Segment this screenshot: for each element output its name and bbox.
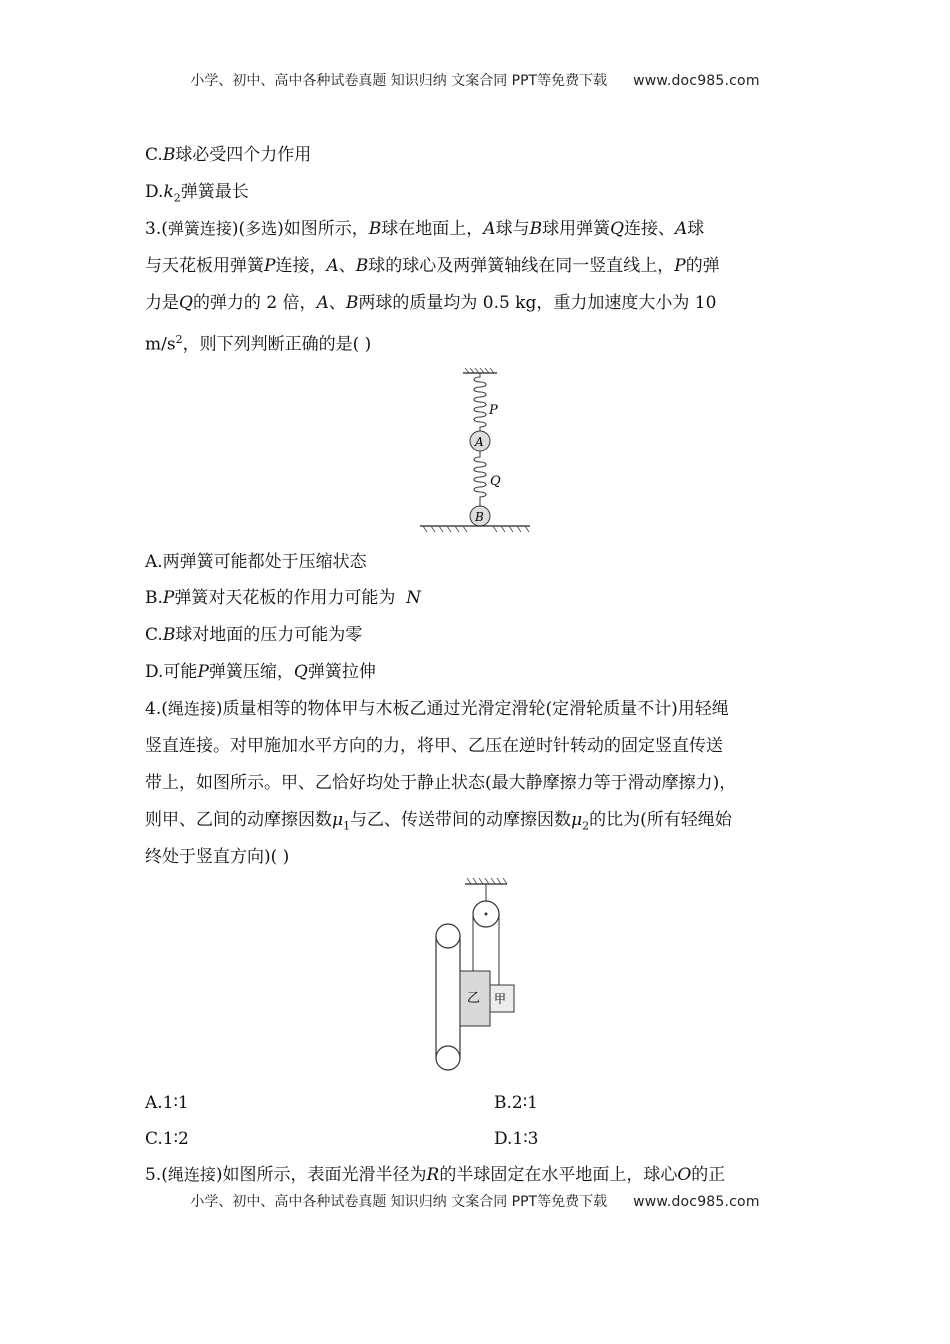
page-header (0, 70, 950, 90)
q5-tag: 绳连接 (167, 1165, 216, 1184)
label-yi: 乙 (467, 991, 481, 1006)
pulley-axle (485, 913, 488, 916)
label-a: A (475, 435, 484, 449)
ceiling-hatch (467, 878, 507, 884)
q3-tag: 弹簧连接 (167, 219, 232, 238)
q4-tag: 绳连接 (167, 699, 216, 718)
label-p: P (489, 403, 498, 418)
footer-text: 小学、初中、高中各种试卷真题 知识归纳 文案合同 PPT等免费下载 (190, 1194, 608, 1210)
q4-option-a: A.1∶1 (145, 1093, 189, 1113)
q3-spring-figure (415, 365, 535, 535)
q4-stem-line-1: 4.(绳连接)质量相等的物体甲与木板乙通过光滑定滑轮(定滑轮质量不计)用轻绳 (145, 699, 729, 719)
q2-option-d: $D.k_2$弹簧最长 (145, 182, 249, 205)
belt-bottom-roller (436, 1046, 460, 1070)
spring-q (474, 451, 486, 507)
label-q: Q (490, 474, 501, 489)
q3-option-b: B.P弹簧对天花板的作用力可能为 N (145, 588, 422, 608)
page-footer (0, 1191, 950, 1211)
q3-option-d: D.可能P弹簧压缩，Q弹簧拉伸 (145, 662, 376, 682)
header-url: www.doc985.com (633, 73, 760, 89)
q3-stem-line-4: $m/s^2$，则下列判断正确的是( ) (145, 333, 372, 355)
q4-stem-line-2: 竖直连接。对甲施加水平方向的力，将甲、乙压在逆时针转动的固定竖直传送 (145, 736, 723, 756)
q5-stem-line-1: 5.(绳连接)如图所示，表面光滑半径为R的半球固定在水平地面上，球心O的正 (145, 1165, 726, 1185)
ground-hatch (423, 526, 529, 532)
belt-top-roller (436, 924, 460, 948)
q4-option-c: C.1∶2 (145, 1129, 189, 1149)
q4-stem-line-3: 带上，如图所示。甲、乙恰好均处于静止状态(最大静摩擦力等于滑动摩擦力)， (145, 773, 737, 793)
q4-stem-line-5: 终处于竖直方向)( ) (145, 847, 290, 867)
q4-pulley-figure (425, 876, 520, 1076)
q3-stem-line-2: 与天花板用弹簧P连接，A、B球的球心及两弹簧轴线在同一竖直线上，P的弹 (145, 256, 720, 276)
label-b: B (475, 510, 484, 524)
spring-p (474, 373, 486, 431)
ceiling-hatch (465, 368, 494, 373)
q3-stem-line-3: 力是Q的弹力的 2 倍，A、B两球的质量均为 0.5 kg，重力加速度大小为 10 (145, 293, 717, 313)
header-text: 小学、初中、高中各种试卷真题 知识归纳 文案合同 PPT等免费下载 (190, 73, 608, 89)
q3-option-a: A.两弹簧可能都处于压缩状态 (145, 552, 367, 572)
q3-stem-line-1: 3.(弹簧连接)(多选)如图所示，B球在地面上，A球与B球用弹簧Q连接、A球 (145, 219, 705, 239)
q4-option-b: B.2∶1 (494, 1093, 538, 1113)
q4-stem-line-4: 则甲、乙间的动摩擦因数$\mu_1$与乙、传送带间的动摩擦因数$\mu_2$的比为(所有轻绳始 (145, 810, 732, 833)
footer-url: www.doc985.com (633, 1194, 760, 1210)
q2-option-c: C.B球必受四个力作用 (145, 145, 312, 165)
label-jia: 甲 (494, 992, 507, 1006)
q4-option-d: D.1∶3 (494, 1129, 539, 1149)
q3-option-c: C.B球对地面的压力可能为零 (145, 625, 363, 645)
